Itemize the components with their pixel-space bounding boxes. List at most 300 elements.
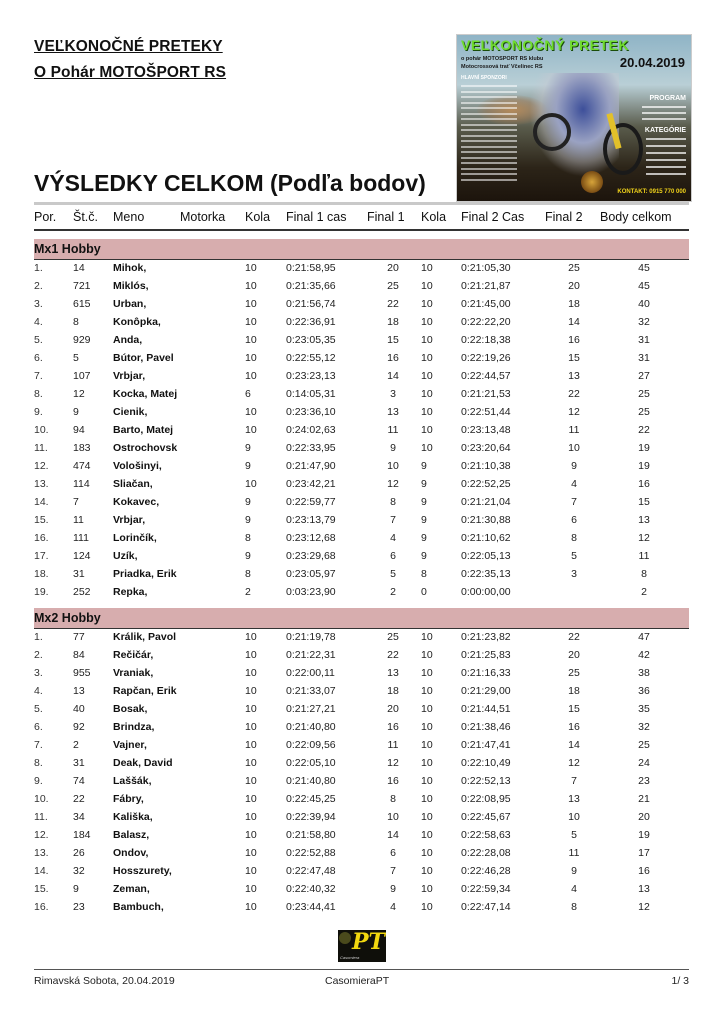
laps-final2: 9 — [421, 514, 427, 526]
points-final2: 9 — [571, 460, 577, 472]
laps-final2: 10 — [421, 442, 433, 454]
points-final1: 18 — [387, 316, 399, 328]
laps-final2: 10 — [421, 775, 433, 787]
time-final2: 0:22:22,20 — [461, 316, 511, 328]
laps-final1: 8 — [245, 532, 251, 544]
position: 8. — [34, 388, 43, 400]
laps-final1: 10 — [245, 334, 257, 346]
rider-name: Barto, Matej — [113, 424, 174, 436]
time-final1: 0:23:44,41 — [286, 901, 336, 913]
time-final1: 0:21:56,74 — [286, 298, 336, 310]
clock-icon — [339, 932, 351, 944]
time-final1: 0:21:27,21 — [286, 703, 336, 715]
points-final1: 25 — [387, 280, 399, 292]
laps-final2: 9 — [421, 550, 427, 562]
laps-final2: 10 — [421, 829, 433, 841]
col-final1: Final 1 — [367, 210, 405, 224]
poster-date: 20.04.2019 — [619, 55, 685, 70]
col-kola1: Kola — [245, 210, 271, 224]
time-final1: 0:21:58,80 — [286, 829, 336, 841]
col-final2-time: Final 2 Cas — [461, 210, 525, 224]
event-poster-image — [456, 34, 692, 202]
laps-final1: 10 — [245, 406, 257, 418]
group-rows-mx2 — [34, 629, 689, 917]
position: 15. — [34, 514, 49, 526]
points-final2: 10 — [568, 442, 580, 454]
rider-name: Fábry, — [113, 793, 144, 805]
table-row — [34, 827, 689, 845]
laps-final2: 10 — [421, 739, 433, 751]
results-title: VÝSLEDKY CELKOM (Podľa bodov) — [34, 170, 426, 196]
laps-final1: 10 — [245, 883, 257, 895]
table-row — [34, 386, 689, 404]
time-final2: 0:21:21,04 — [461, 496, 511, 508]
event-title-line2: O Pohár MOTOŠPORT RS — [34, 64, 227, 81]
points-final2: 25 — [568, 262, 580, 274]
laps-final1: 10 — [245, 298, 257, 310]
group-name: Mx1 Hobby — [34, 242, 101, 256]
table-row — [34, 422, 689, 440]
table-row — [34, 719, 689, 737]
time-final2: 0:22:19,26 — [461, 352, 511, 364]
points-final1: 11 — [387, 424, 399, 436]
start-number: 31 — [73, 757, 85, 769]
time-final2: 0:22:52,13 — [461, 775, 511, 787]
time-final2: 0:22:10,49 — [461, 757, 511, 769]
laps-final1: 10 — [245, 649, 257, 661]
time-final2: 0:22:59,34 — [461, 883, 511, 895]
start-number: 13 — [73, 685, 85, 697]
position: 2. — [34, 649, 43, 661]
rider-name: Miklós, — [113, 280, 149, 292]
total-points: 32 — [638, 721, 650, 733]
time-final2: 0:21:05,30 — [461, 262, 511, 274]
table-row — [34, 755, 689, 773]
laps-final1: 10 — [245, 865, 257, 877]
laps-final1: 9 — [245, 514, 251, 526]
points-final1: 13 — [387, 406, 399, 418]
laps-final1: 9 — [245, 442, 251, 454]
points-final1: 25 — [387, 631, 399, 643]
start-number: 74 — [73, 775, 85, 787]
points-final1: 22 — [387, 298, 399, 310]
laps-final1: 9 — [245, 496, 251, 508]
time-final2: 0:23:13,48 — [461, 424, 511, 436]
points-final2: 5 — [571, 550, 577, 562]
position: 1. — [34, 262, 43, 274]
laps-final1: 10 — [245, 316, 257, 328]
laps-final1: 9 — [245, 550, 251, 562]
laps-final1: 10 — [245, 370, 257, 382]
points-final2: 11 — [568, 847, 580, 859]
start-number: 615 — [73, 298, 91, 310]
table-row — [34, 404, 689, 422]
position: 5. — [34, 703, 43, 715]
points-final1: 5 — [390, 568, 396, 580]
time-final2: 0:21:21,53 — [461, 388, 511, 400]
table-row — [34, 629, 689, 647]
total-points: 36 — [638, 685, 650, 697]
start-number: 26 — [73, 847, 85, 859]
points-final2: 20 — [568, 280, 580, 292]
poster-contact: KONTAKT: 0915 770 000 — [617, 189, 686, 195]
position: 16. — [34, 532, 49, 544]
position: 9. — [34, 406, 43, 418]
start-number: 34 — [73, 811, 85, 823]
time-final1: 0:22:00,11 — [286, 667, 335, 679]
points-final2: 7 — [571, 496, 577, 508]
table-row — [34, 566, 689, 584]
points-final2: 3 — [571, 568, 577, 580]
time-final2: 0:22:08,95 — [461, 793, 511, 805]
col-final1-time: Final 1 cas — [286, 210, 347, 224]
table-row — [34, 278, 689, 296]
start-number: 9 — [73, 406, 79, 418]
time-final1: 0:23:05,35 — [286, 334, 336, 346]
table-row — [34, 701, 689, 719]
time-final2: 0:23:20,64 — [461, 442, 511, 454]
total-points: 42 — [638, 649, 650, 661]
laps-final2: 10 — [421, 406, 433, 418]
poster-program-label: PROGRAM — [649, 95, 686, 102]
start-number: 474 — [73, 460, 91, 472]
laps-final1: 6 — [245, 388, 251, 400]
time-final1: 0:22:36,91 — [286, 316, 336, 328]
time-final1: 0:23:42,21 — [286, 478, 336, 490]
table-row — [34, 350, 689, 368]
points-final2: 8 — [571, 901, 577, 913]
time-final2: 0:21:30,88 — [461, 514, 511, 526]
start-number: 12 — [73, 388, 85, 400]
start-number: 92 — [73, 721, 85, 733]
points-final1: 14 — [387, 829, 399, 841]
logo-script: Casomiera — [340, 955, 360, 960]
time-final2: 0:21:45,00 — [461, 298, 511, 310]
points-final1: 8 — [390, 793, 396, 805]
points-final2: 22 — [568, 388, 580, 400]
start-number: 11 — [73, 514, 84, 526]
total-points: 47 — [638, 631, 650, 643]
time-final2: 0:22:44,57 — [461, 370, 511, 382]
time-final1: 0:23:36,10 — [286, 406, 336, 418]
points-final2: 13 — [568, 370, 580, 382]
start-number: 183 — [73, 442, 91, 454]
laps-final1: 10 — [245, 829, 257, 841]
time-final1: 0:22:33,95 — [286, 442, 336, 454]
poster-front-wheel — [603, 123, 643, 175]
points-final2: 13 — [568, 793, 580, 805]
time-final1: 0:22:39,94 — [286, 811, 336, 823]
position: 3. — [34, 298, 43, 310]
column-header-row — [34, 210, 689, 228]
laps-final2: 10 — [421, 649, 433, 661]
points-final2: 16 — [568, 334, 580, 346]
time-final1: 0:22:09,56 — [286, 739, 336, 751]
time-final2: 0:21:47,41 — [461, 739, 511, 751]
time-final1: 0:21:58,95 — [286, 262, 336, 274]
position: 11. — [34, 811, 48, 823]
start-number: 7 — [73, 496, 79, 508]
time-final1: 0:21:19,78 — [286, 631, 336, 643]
table-row — [34, 260, 689, 278]
position: 13. — [34, 847, 49, 859]
laps-final2: 10 — [421, 703, 433, 715]
total-points: 45 — [638, 280, 650, 292]
total-points: 35 — [638, 703, 650, 715]
header-top-rule — [34, 202, 689, 205]
points-final1: 3 — [390, 388, 396, 400]
points-final2: 6 — [571, 514, 577, 526]
points-final1: 12 — [387, 478, 399, 490]
time-final1: 0:14:05,31 — [286, 388, 336, 400]
points-final2: 18 — [568, 685, 580, 697]
laps-final2: 10 — [421, 334, 433, 346]
points-final2: 12 — [568, 757, 580, 769]
laps-final1: 10 — [245, 721, 257, 733]
rider-name: Rapčan, Erik — [113, 685, 177, 697]
time-final2: 0:22:28,08 — [461, 847, 511, 859]
laps-final1: 10 — [245, 424, 257, 436]
rider-name: Brindza, — [113, 721, 155, 733]
col-final2: Final 2 — [545, 210, 583, 224]
points-final1: 16 — [387, 352, 399, 364]
start-number: 8 — [73, 316, 79, 328]
time-final1: 0:22:52,88 — [286, 847, 336, 859]
time-final1: 0:21:22,31 — [286, 649, 336, 661]
time-final1: 0:03:23,90 — [286, 586, 336, 598]
laps-final2: 0 — [421, 586, 427, 598]
table-row — [34, 458, 689, 476]
time-final1: 0:22:55,12 — [286, 352, 336, 364]
position: 6. — [34, 352, 43, 364]
points-final1: 20 — [387, 262, 399, 274]
points-final2: 14 — [568, 739, 580, 751]
laps-final2: 10 — [421, 262, 433, 274]
position: 9. — [34, 775, 43, 787]
start-number: 32 — [73, 865, 85, 877]
start-number: 107 — [73, 370, 91, 382]
table-row — [34, 440, 689, 458]
start-number: 184 — [73, 829, 91, 841]
rider-name: Vrbjar, — [113, 514, 146, 526]
position: 7. — [34, 370, 43, 382]
start-number: 77 — [73, 631, 85, 643]
poster-rear-wheel — [533, 113, 571, 151]
points-final2: 20 — [568, 649, 580, 661]
points-final2: 12 — [568, 406, 580, 418]
total-points: 45 — [638, 262, 650, 274]
table-row — [34, 494, 689, 512]
time-final2: 0:22:05,13 — [461, 550, 511, 562]
points-final2: 8 — [571, 532, 577, 544]
laps-final2: 10 — [421, 757, 433, 769]
time-final1: 0:23:12,68 — [286, 532, 336, 544]
rider-name: Kokavec, — [113, 496, 160, 508]
position: 7. — [34, 739, 43, 751]
points-final1: 10 — [387, 811, 399, 823]
laps-final1: 2 — [245, 586, 251, 598]
rider-name: Cienik, — [113, 406, 148, 418]
rider-name: Bosak, — [113, 703, 148, 715]
time-final1: 0:21:40,80 — [286, 721, 336, 733]
table-row — [34, 683, 689, 701]
rider-name: Urban, — [113, 298, 147, 310]
total-points: 2 — [641, 586, 647, 598]
laps-final1: 10 — [245, 847, 257, 859]
rider-name: Zeman, — [113, 883, 150, 895]
total-points: 13 — [638, 883, 650, 895]
start-number: 94 — [73, 424, 85, 436]
col-kola2: Kola — [421, 210, 447, 224]
poster-headline: VEĽKONOČNÝ PRETEK — [461, 37, 629, 53]
table-row — [34, 584, 689, 602]
start-number: 40 — [73, 703, 85, 715]
table-row — [34, 332, 689, 350]
laps-final2: 10 — [421, 667, 433, 679]
table-row — [34, 737, 689, 755]
poster-sponsor-list — [461, 85, 517, 184]
position: 12. — [34, 460, 49, 472]
laps-final2: 10 — [421, 883, 433, 895]
total-points: 25 — [638, 406, 650, 418]
points-final2: 9 — [571, 865, 577, 877]
points-final1: 16 — [387, 775, 399, 787]
points-final2: 15 — [568, 703, 580, 715]
poster-subtitle: o pohár MOTOŠPORT RS klubu — [461, 56, 544, 62]
time-final2: 0:21:29,00 — [461, 685, 511, 697]
time-final2: 0:21:16,33 — [461, 667, 511, 679]
time-final1: 0:22:45,25 — [286, 793, 336, 805]
total-points: 16 — [638, 478, 650, 490]
rider-name: Vraniak, — [113, 667, 154, 679]
laps-final1: 10 — [245, 739, 257, 751]
laps-final1: 10 — [245, 262, 257, 274]
rider-name: Uzík, — [113, 550, 138, 562]
rider-name: Bútor, Pavel — [113, 352, 174, 364]
total-points: 25 — [638, 388, 650, 400]
points-final1: 7 — [390, 865, 396, 877]
time-final2: 0:00:00,00 — [461, 586, 511, 598]
total-points: 32 — [638, 316, 650, 328]
poster-program-list — [642, 106, 686, 124]
table-row — [34, 296, 689, 314]
total-points: 12 — [638, 901, 650, 913]
rider-name: Vrbjar, — [113, 370, 146, 382]
points-final1: 20 — [387, 703, 399, 715]
laps-final1: 10 — [245, 685, 257, 697]
table-row — [34, 548, 689, 566]
points-final1: 13 — [387, 667, 399, 679]
rider-name: Anda, — [113, 334, 143, 346]
start-number: 9 — [73, 883, 79, 895]
col-name: Meno — [113, 210, 145, 224]
laps-final2: 10 — [421, 685, 433, 697]
poster-categories-label: KATEGÓRIE — [644, 127, 686, 134]
total-points: 22 — [638, 424, 650, 436]
rider-name: Rečičár, — [113, 649, 154, 661]
rider-name: Balasz, — [113, 829, 150, 841]
laps-final2: 10 — [421, 352, 433, 364]
total-points: 25 — [638, 739, 650, 751]
laps-final2: 10 — [421, 901, 433, 913]
time-final2: 0:21:10,62 — [461, 532, 511, 544]
points-final2: 4 — [571, 478, 577, 490]
points-final1: 14 — [387, 370, 399, 382]
table-row — [34, 899, 689, 917]
laps-final2: 9 — [421, 532, 427, 544]
position: 18. — [34, 568, 49, 580]
rider-name: Lorinčík, — [113, 532, 157, 544]
total-points: 8 — [641, 568, 647, 580]
poster-club-badge — [581, 171, 603, 193]
header-bottom-rule — [34, 229, 689, 231]
position: 1. — [34, 631, 43, 643]
rider-name: Vajner, — [113, 739, 147, 751]
laps-final1: 10 — [245, 811, 257, 823]
points-final2: 16 — [568, 721, 580, 733]
points-final1: 12 — [387, 757, 399, 769]
col-total-points: Body celkom — [600, 210, 672, 224]
start-number: 721 — [73, 280, 91, 292]
rider-name: Hosszurety, — [113, 865, 172, 877]
points-final1: 6 — [390, 550, 396, 562]
points-final2: 14 — [568, 316, 580, 328]
time-final2: 0:22:47,14 — [461, 901, 511, 913]
points-final2: 10 — [568, 811, 580, 823]
time-final1: 0:22:47,48 — [286, 865, 336, 877]
start-number: 929 — [73, 334, 91, 346]
points-final1: 16 — [387, 721, 399, 733]
laps-final1: 10 — [245, 280, 257, 292]
laps-final2: 9 — [421, 496, 427, 508]
position: 19. — [34, 586, 49, 598]
table-row — [34, 647, 689, 665]
position: 12. — [34, 829, 49, 841]
position: 14. — [34, 865, 49, 877]
time-final1: 0:22:40,32 — [286, 883, 336, 895]
time-final1: 0:23:05,97 — [286, 568, 336, 580]
start-number: 124 — [73, 550, 91, 562]
total-points: 16 — [638, 865, 650, 877]
poster-sponsors-label: HLAVNÍ SPONZORI — [461, 75, 507, 81]
total-points: 23 — [638, 775, 650, 787]
points-final2: 11 — [568, 424, 580, 436]
laps-final2: 10 — [421, 280, 433, 292]
time-final1: 0:21:33,07 — [286, 685, 336, 697]
total-points: 12 — [638, 532, 650, 544]
position: 14. — [34, 496, 49, 508]
total-points: 15 — [638, 496, 650, 508]
laps-final1: 10 — [245, 901, 257, 913]
position: 4. — [34, 685, 43, 697]
col-motorka: Motorka — [180, 210, 226, 224]
footer-location-date: Rimavská Sobota, 20.04.2019 — [34, 975, 175, 987]
time-final2: 0:21:25,83 — [461, 649, 511, 661]
total-points: 19 — [638, 460, 650, 472]
position: 5. — [34, 334, 43, 346]
rider-name: Králik, Pavol — [113, 631, 177, 643]
group-header-mx2 — [34, 608, 689, 629]
table-row — [34, 314, 689, 332]
footer-center: CasomieraPT — [325, 975, 390, 987]
total-points: 31 — [638, 352, 650, 364]
position: 16. — [34, 901, 49, 913]
points-final1: 4 — [390, 532, 396, 544]
rider-name: Ostrochovsk — [113, 442, 178, 454]
points-final1: 22 — [387, 649, 399, 661]
total-points: 40 — [638, 298, 650, 310]
position: 15. — [34, 883, 49, 895]
